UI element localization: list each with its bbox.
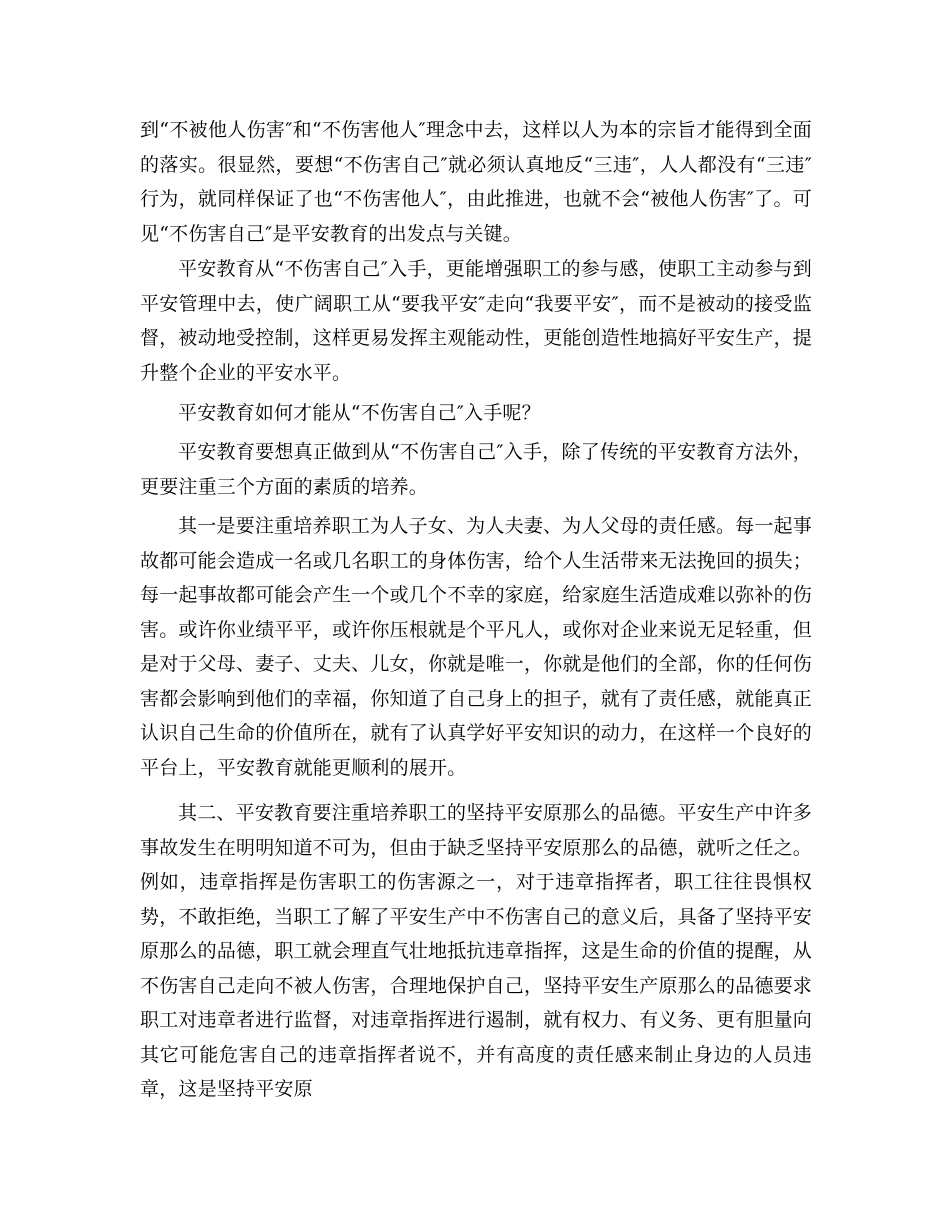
paragraph-participation xyxy=(140,252,812,390)
paragraph-text: 平安教育如何才能从“不伤害自己″入手呢？ xyxy=(178,402,541,424)
paragraph-continuation xyxy=(140,113,812,251)
paragraph-text: 其二、平安教育要注重培养职工的坚持平安原那么的品德。平安生产中许多事故发生在明明知道不可为，但由于缺乏坚持平安原那么的品德，就听之任之。例如，违章指挥是伤害职工的伤害源之一，对于违章指挥者，职工往往畏惧权势，不敢拒绝，当职工了解了平安生产中不伤害自己的意义后，具备了坚持平安原那么的品德，职工就会理直气壮地抵抗违章指挥，这是生命的价值的提醒，从不伤害自己走向不被人伤害，合理地保护自己，坚持平安生产原那么的品德要求职工对违章者进行监督，对违章指挥进行遏制，就有权力、有义务、更有胆量向其它可能危害自己的违章指挥者说不，并有高度的责任感来制止身边的人员违章，这是坚持平安原 xyxy=(140,802,813,1100)
paragraph-text: 到“不被他人伤害″和“不伤害他人″理念中去，这样以人为本的宗旨才能得到全面的落实。很显然，要想“不伤害自己″就必须认真地反“三违″，人人都没有“三违″行为，就同样保证了也“不伤害他人″，由此推进，也就不会“被他人伤害″了。可见“不伤害自己″是平安教育的出发点与关键。 xyxy=(140,119,812,245)
paragraph-text: 平安教育从“不伤害自己″入手，更能增强职工的参与感，使职工主动参与到平安管理中去，使广阔职工从“要我平安″走向“我要平安″，而不是被动的接受监督，被动地受控制，这样更易发挥主观能动性，更能创造性地搞好平安生产，提升整个企业的平安水平。 xyxy=(140,258,813,384)
paragraph-text: 其一是要注重培养职工为人子女、为人夫妻、为人父母的责任感。每一起事故都可能会造成一名或几名职工的身体伤害，给个人生活带来无法挽回的损失；每一起事故都可能会产生一个或几个不幸的家庭，给家庭生活造成难以弥补的伤害。或许你业绩平平，或许你压根就是个平凡人，或你对企业来说无足轻重，但是对于父母、妻子、丈夫、儿女，你就是唯一，你就是他们的全部，你的任何伤害都会影响到他们的幸福，你知道了自己身上的担子，就有了责任感，就能真正认识自己生命的价值所在，就有了认真学好平安知识的动力，在这样一个良好的平台上，平安教育就能更顺利的展开。 xyxy=(140,515,813,779)
paragraph-principle xyxy=(140,796,812,1107)
paragraph-question xyxy=(140,396,812,431)
paragraph-responsibility xyxy=(140,509,812,785)
paragraph-text: 平安教育要想真正做到从“不伤害自己″入手，除了传统的平安教育方法外，更要注重三个方面的素质的培养。 xyxy=(140,441,812,498)
paragraph-three-aspects xyxy=(140,435,812,504)
